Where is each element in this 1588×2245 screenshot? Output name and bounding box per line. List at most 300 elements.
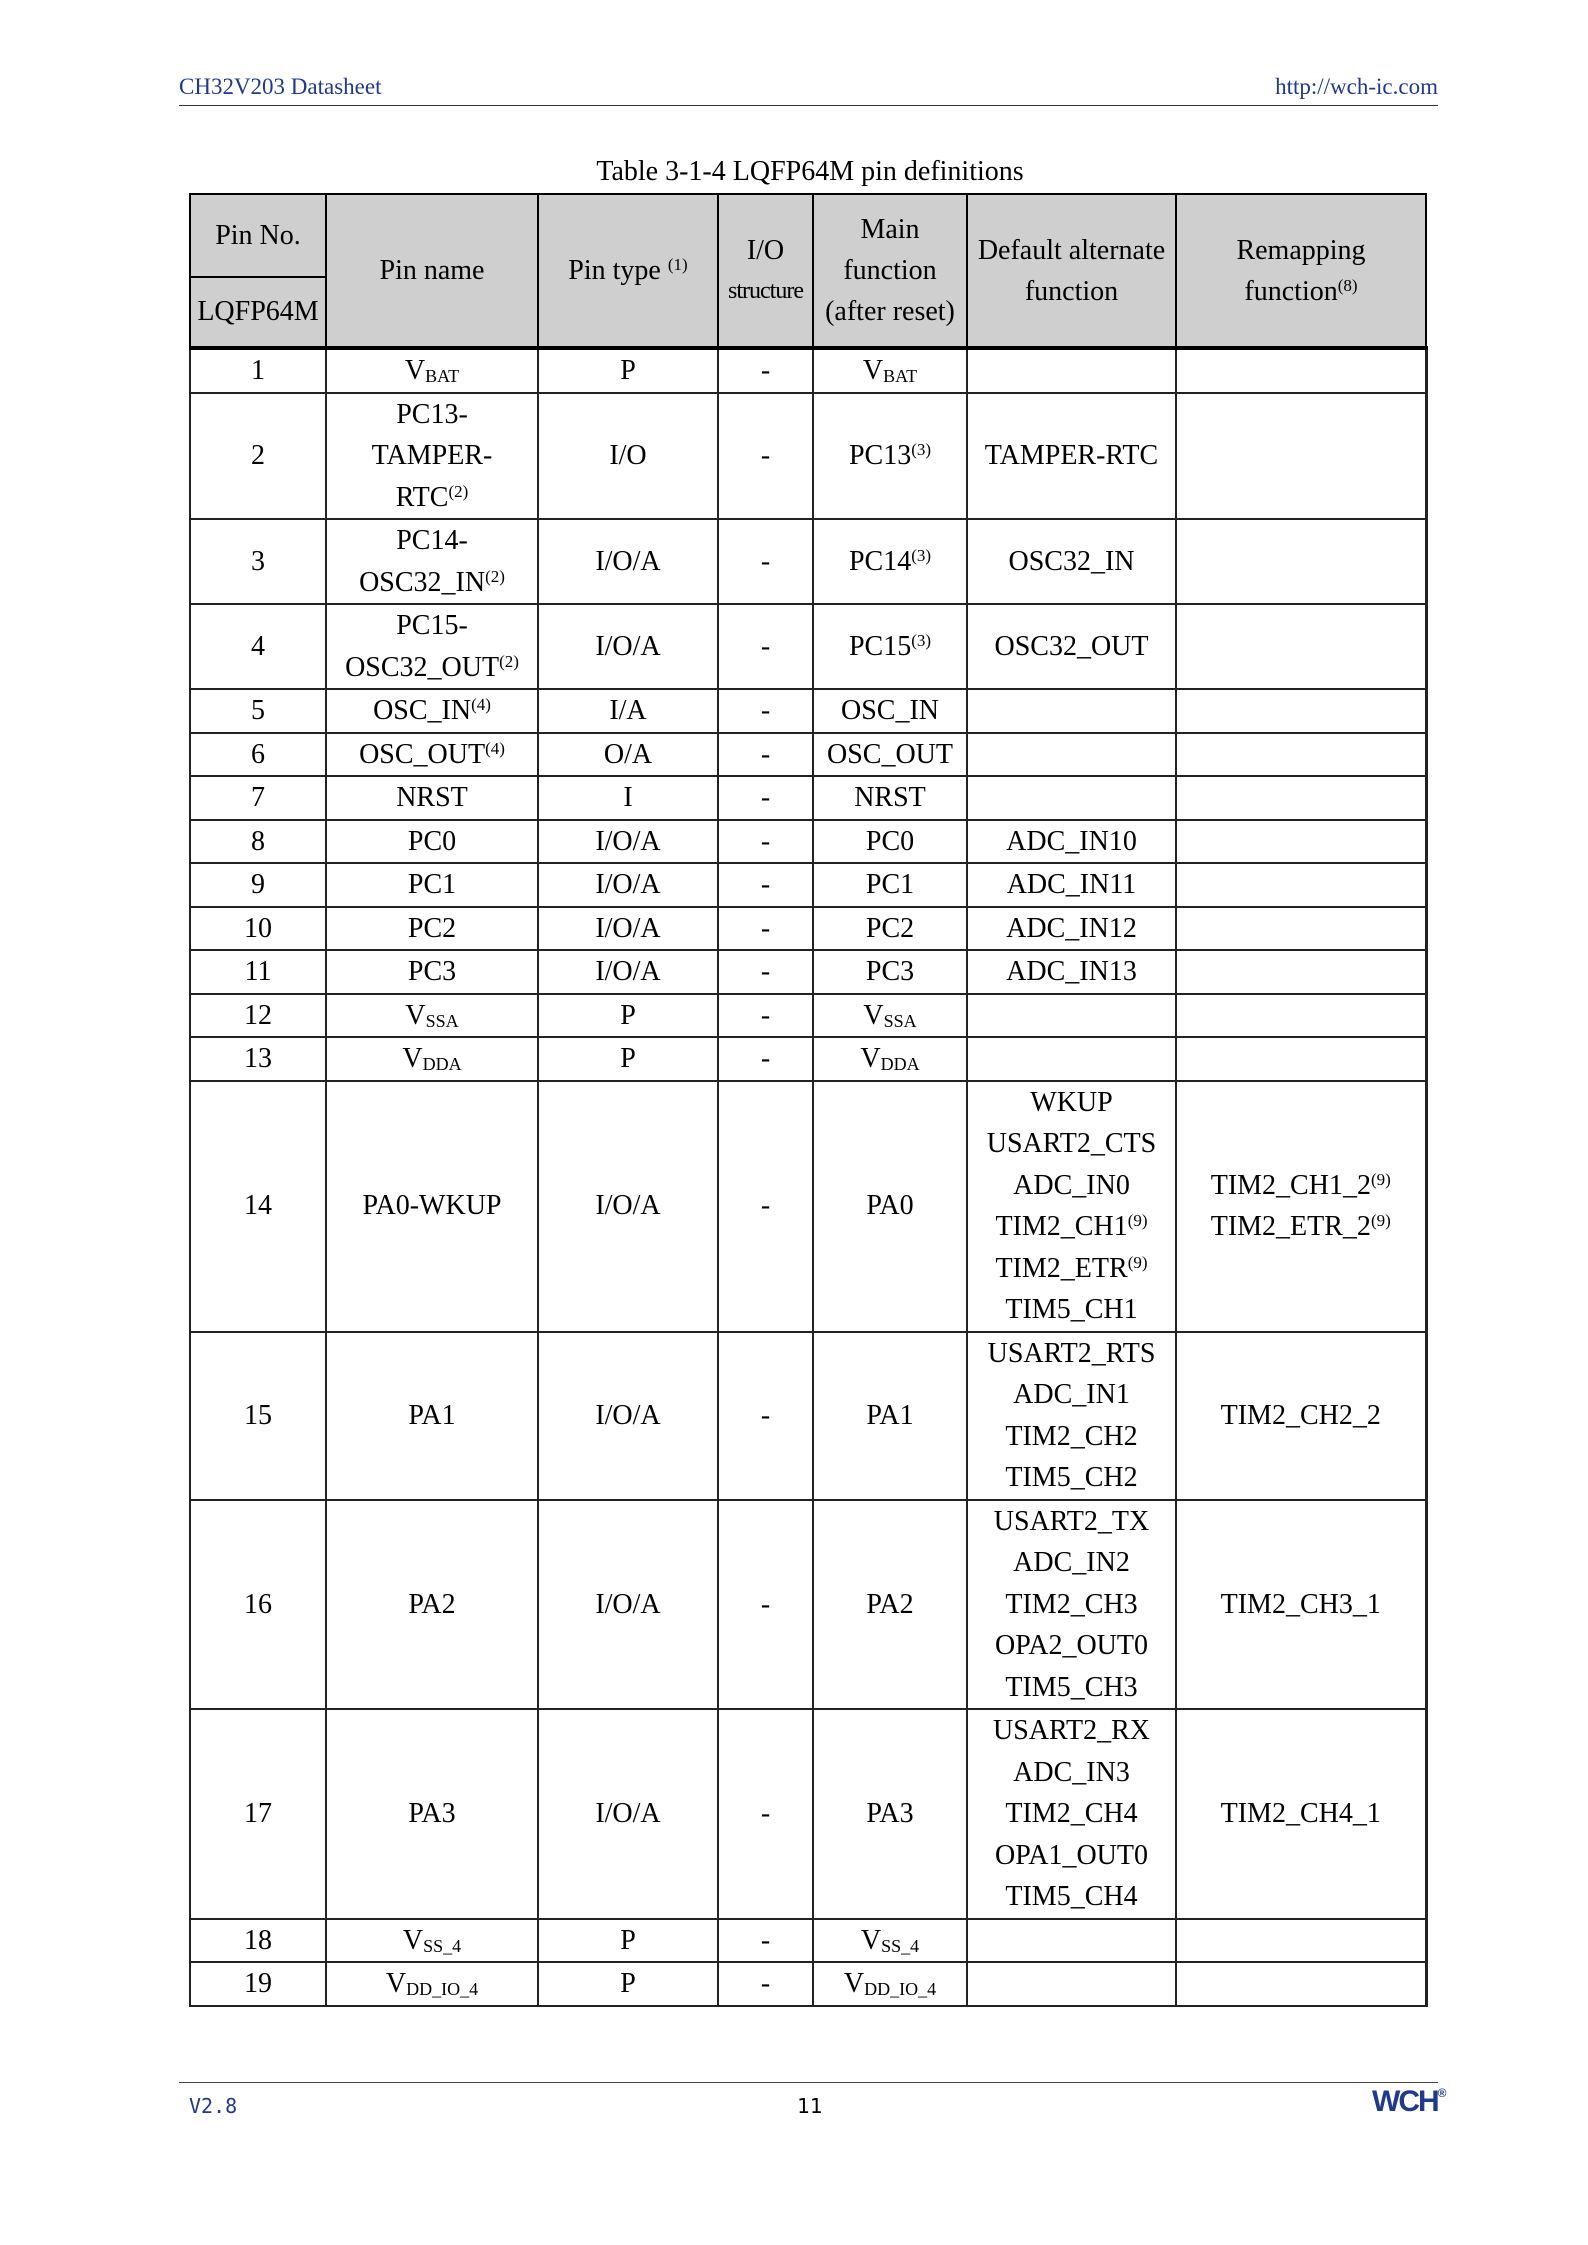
footer-version: V2.8 [189,2094,238,2118]
cell-line [1181,1793,1421,1835]
cell-text: PA0-WKUP [362,1190,502,1222]
pin-number-cell: 1 [190,348,326,393]
io-structure-cell: - [718,348,813,393]
pin-type-cell: I/O/A [538,907,718,951]
table-row [190,348,1426,393]
io-structure-cell: - [718,604,813,689]
cell-line [331,350,533,392]
cell-line [972,951,1171,993]
cell-line [972,1752,1171,1794]
remapping-cell [1176,863,1426,907]
column-header-pin-no: Pin No. [190,194,326,277]
pin-number-cell: 13 [190,1037,326,1081]
cell-text: V [402,1043,423,1074]
cell-text: TAMPER- [371,440,493,471]
cell-text: WKUP [1030,1086,1113,1118]
pin-name-cell [326,863,538,907]
cell-text: PC2 [865,912,915,944]
cell-line [818,1793,962,1835]
cell-text: PA2 [408,1588,456,1620]
cell-line [972,1584,1171,1626]
column-header-default-alternate: Default alternate function [967,194,1176,348]
pin-type-cell: I/O/A [538,820,718,864]
pin-number-cell: 3 [190,519,326,604]
column-header-main-function: Main function (after reset) [813,194,967,348]
cell-text: PC14- [396,525,468,556]
cell-text: ADC_IN13 [1006,956,1137,987]
remapping-cell [1176,604,1426,689]
cell-line [331,647,533,689]
cell-text: PC0 [865,825,915,857]
pin-name-cell [326,1709,538,1919]
cell-note: (3) [911,440,932,459]
pin-type-cell: P [538,348,718,393]
cell-line [818,1185,962,1227]
column-header-pin-type [538,194,718,348]
table-row [190,604,1426,689]
cell-line [331,690,533,732]
cell-text: TIM2_ETR_2 [1210,1211,1371,1242]
cell-text: TIM2_CH1 [995,1211,1128,1242]
cell-line [1181,1584,1421,1626]
cell-text: OSC_OUT [826,738,953,770]
pin-number-cell: 19 [190,1962,326,2006]
cell-line [972,1625,1171,1667]
cell-subscript: SSA [425,1010,459,1031]
alternate-function-cell [967,907,1176,951]
cell-line [818,1584,962,1626]
cell-text: ADC_IN12 [1006,912,1137,944]
table-row [190,820,1426,864]
main-function-cell [813,604,967,689]
cell-text: V [843,1968,865,1999]
pin-type-cell: I/O/A [538,519,718,604]
cell-text: V [405,999,426,1031]
pin-name-cell [326,689,538,733]
main-function-cell [813,950,967,994]
cell-line [331,1038,533,1080]
cell-line [331,477,533,519]
pin-type-cell: I/O/A [538,1081,718,1332]
pin-type-cell: I/O/A [538,1500,718,1710]
cell-line [818,626,962,668]
cell-line [331,562,533,604]
cell-line [1181,1165,1421,1207]
remapping-cell [1176,776,1426,820]
io-structure-cell: - [718,1332,813,1500]
cell-line [331,821,533,863]
cell-subscript: DDA [422,1054,462,1074]
cell-text: TAMPER-RTC [984,440,1159,471]
main-function-cell [813,994,967,1038]
cell-line [972,1289,1171,1331]
cell-line [331,1920,533,1962]
pin-name-cell [326,1332,538,1500]
cell-text: ADC_IN2 [1013,1547,1130,1578]
cell-text: RTC [395,481,449,513]
pin-number-cell: 18 [190,1919,326,1963]
pin-type-cell: I/O/A [538,863,718,907]
table-row [190,1919,1426,1963]
cell-line [972,821,1171,863]
pin-rows [190,348,1426,2006]
alternate-function-cell [967,1919,1176,1963]
table-row [190,994,1426,1038]
pin-name-cell [326,733,538,777]
remapping-cell [1176,689,1426,733]
cell-subscript: DDA [880,1054,920,1074]
main-function-cell [813,1919,967,1963]
alternate-function-cell [967,776,1176,820]
io-structure-cell: - [718,776,813,820]
cell-text: OPA1_OUT0 [995,1839,1148,1871]
cell-line [818,864,962,906]
cell-text: PC14 [848,545,912,577]
cell-note: (4) [485,738,505,758]
io-structure-cell: - [718,863,813,907]
remapping-cell [1176,519,1426,604]
cell-line [972,1835,1171,1877]
cell-line [818,1038,962,1080]
remapping-cell [1176,1037,1426,1081]
header-divider [179,105,1438,106]
pin-name-cell [326,1962,538,2006]
remapping-cell [1176,393,1426,520]
cell-text: PC13 [848,440,912,471]
cell-text: OSC32_IN [1008,545,1135,577]
remapping-cell [1176,733,1426,777]
io-structure-cell: - [718,1037,813,1081]
pin-name-cell [326,393,538,520]
alternate-function-cell [967,863,1176,907]
main-function-cell [813,776,967,820]
cell-text: PC1 [865,869,915,900]
cell-line [331,1963,533,2005]
cell-text: TIM5_CH4 [1005,1881,1138,1912]
cell-text: PC1 [407,869,457,900]
table-row [190,519,1426,604]
io-structure-cell: - [718,994,813,1038]
cell-subscript: BAT [883,366,918,386]
cell-text: V [863,999,884,1031]
pin-type-cell: I/A [538,689,718,733]
cell-line [972,1710,1171,1752]
cell-line [972,1206,1171,1248]
main-function-cell [813,907,967,951]
cell-line [972,626,1171,668]
table-row [190,1081,1426,1332]
cell-note: (3) [911,630,932,650]
table-row [190,1962,1426,2006]
cell-subscript: DD_IO_4 [864,1979,937,1999]
cell-text: PA1 [866,1399,914,1431]
cell-line [972,1416,1171,1458]
cell-text: V [860,1043,881,1074]
main-function-cell [813,1709,967,1919]
cell-text: V [404,355,426,386]
cell-text: V [385,1968,407,1999]
cell-line [331,864,533,906]
cell-note: (2) [485,566,505,586]
pin-definitions-table [189,193,1428,2007]
cell-text: PC0 [407,825,457,857]
cell-line [331,1395,533,1437]
cell-line [972,1165,1171,1207]
io-structure-label-2: structure [728,277,803,304]
cell-line [972,1123,1171,1165]
cell-line [972,1667,1171,1709]
pin-name-cell [326,348,538,393]
cell-line [972,435,1171,477]
alternate-function-cell [967,950,1176,994]
cell-line [972,1333,1171,1375]
pin-number-cell: 16 [190,1500,326,1710]
cell-text: PC13- [396,398,468,430]
cell-line [972,864,1171,906]
cell-line [331,1584,533,1626]
alternate-function-cell [967,689,1176,733]
io-structure-cell: - [718,733,813,777]
cell-text: ADC_IN3 [1013,1756,1130,1788]
cell-text: TIM2_CH4 [1005,1798,1138,1829]
pin-type-cell: I/O/A [538,604,718,689]
pin-name-cell [326,519,538,604]
io-structure-cell: - [718,1962,813,2006]
cell-line [972,1793,1171,1835]
alternate-function-cell [967,1500,1176,1710]
io-structure-cell: - [718,820,813,864]
table-caption: Table 3-1-4 LQFP64M pin definitions [596,156,1024,187]
main-function-cell [813,1500,967,1710]
column-header-pin-name: Pin name [326,194,538,348]
main-function-cell [813,820,967,864]
cell-text: ADC_IN11 [1006,869,1137,900]
remapping-cell [1176,1709,1426,1919]
io-structure-cell: - [718,393,813,520]
cell-text: PA3 [408,1798,456,1829]
cell-text: ADC_IN0 [1013,1169,1130,1201]
table-row [190,863,1426,907]
table-row [190,1709,1426,1919]
pin-name-cell [326,1081,538,1332]
header-url[interactable]: http://wch-ic.com [1275,74,1438,99]
cell-text: PA1 [408,1399,456,1431]
column-header-package: LQFP64M [190,277,326,348]
table-row [190,393,1426,520]
cell-subscript: SSA [883,1010,917,1031]
main-function-cell [813,519,967,604]
cell-line [331,435,533,477]
pin-name-cell [326,950,538,994]
footer-divider [179,2082,1438,2083]
alternate-function-cell [967,393,1176,520]
pin-name-cell [326,604,538,689]
pin-type-note: (1) [667,254,688,274]
table-row [190,1500,1426,1710]
alternate-function-cell [967,1332,1176,1500]
cell-subscript: BAT [425,366,460,386]
pin-name-cell [326,1037,538,1081]
cell-line [818,350,962,392]
alternate-function-cell [967,604,1176,689]
cell-line [818,435,962,477]
table-row [190,907,1426,951]
alternate-function-cell [967,348,1176,393]
pin-type-cell: P [538,1962,718,2006]
main-function-cell [813,393,967,520]
column-header-io-structure [718,194,813,348]
cell-text: PC3 [865,956,915,987]
remapping-cell [1176,1962,1426,2006]
cell-note: (9) [1127,1252,1148,1272]
alternate-function-cell [967,1081,1176,1332]
cell-line [818,541,962,583]
pin-type-cell: P [538,1919,718,1963]
pin-type-cell: I/O [538,393,718,520]
main-function-cell [813,348,967,393]
remapping-cell [1176,1081,1426,1332]
cell-line [972,1542,1171,1584]
cell-line [818,951,962,993]
cell-line [331,951,533,993]
main-function-cell [813,1962,967,2006]
pin-number-cell: 9 [190,863,326,907]
cell-note: (2) [499,651,519,671]
io-structure-cell: - [718,1709,813,1919]
cell-line [331,605,533,647]
cell-subscript: SS_4 [881,1935,920,1956]
pin-name-cell [326,994,538,1038]
io-structure-label: I/O [746,234,785,266]
io-structure-cell: - [718,1919,813,1963]
cell-text: TIM2_CH4_1 [1220,1798,1381,1829]
pin-number-cell: 11 [190,950,326,994]
cell-line [818,777,962,819]
cell-note: (4) [471,695,491,714]
cell-line [331,908,533,950]
pin-type-cell: P [538,994,718,1038]
cell-line [972,1374,1171,1416]
cell-text: TIM5_CH1 [1005,1294,1138,1325]
cell-text: TIM2_CH1_2 [1210,1169,1371,1201]
wch-logo: WCH® [1372,2085,1445,2118]
pin-number-cell: 4 [190,604,326,689]
cell-text: PA2 [866,1588,914,1620]
cell-subscript: DD_IO_4 [406,1979,479,1999]
cell-text: OSC_IN [840,695,939,726]
cell-text: TIM2_CH3_1 [1220,1588,1381,1620]
cell-line [972,541,1171,583]
cell-line [972,1082,1171,1124]
table-row [190,1332,1426,1500]
pin-type-cell: I [538,776,718,820]
cell-text: USART2_CTS [986,1128,1157,1159]
cell-text: NRST [854,782,926,813]
pin-number-cell: 6 [190,733,326,777]
pin-type-cell: I/O/A [538,1709,718,1919]
cell-text: USART2_RTS [987,1337,1156,1369]
cell-text: V [862,355,884,386]
cell-line [972,1457,1171,1499]
main-function-cell [813,1081,967,1332]
cell-text: PC15 [848,630,912,662]
cell-text: OSC32_OUT [345,651,500,683]
pin-type-cell: I/O/A [538,1332,718,1500]
io-structure-cell: - [718,1500,813,1710]
remapping-cell [1176,950,1426,994]
main-function-cell [813,1037,967,1081]
remapping-cell [1176,1332,1426,1500]
cell-line [1181,1395,1421,1437]
remapping-cell [1176,994,1426,1038]
cell-line [331,394,533,436]
cell-note: (3) [911,545,932,565]
cell-line [818,995,962,1037]
cell-text: V [860,1924,882,1956]
pin-number-cell: 14 [190,1081,326,1332]
cell-line [331,777,533,819]
remapping-cell [1176,1919,1426,1963]
cell-line [818,908,962,950]
cell-text: PA0 [866,1190,914,1222]
alternate-function-cell [967,519,1176,604]
column-header-remapping [1176,194,1426,348]
remapping-cell [1176,820,1426,864]
cell-text: TIM2_CH2 [1005,1420,1138,1452]
pin-number-cell: 5 [190,689,326,733]
cell-line [818,734,962,776]
pin-type-cell: I/O/A [538,950,718,994]
remapping-label: Remapping function [1236,234,1366,307]
cell-text: PA3 [866,1798,914,1829]
pin-number-cell: 10 [190,907,326,951]
cell-note: (2) [448,481,469,501]
cell-text: OSC_OUT [359,738,486,770]
remapping-cell [1176,1500,1426,1710]
cell-line [972,1501,1171,1543]
cell-line [331,995,533,1037]
pin-number-cell: 2 [190,393,326,520]
cell-subscript: SS_4 [423,1935,462,1956]
pin-number-cell: 17 [190,1709,326,1919]
cell-text: TIM2_CH2_2 [1220,1399,1381,1431]
wch-logo-text: WCH [1372,2085,1438,2118]
table-row [190,689,1426,733]
cell-note: (9) [1127,1211,1148,1230]
cell-line [972,908,1171,950]
alternate-function-cell [967,994,1176,1038]
cell-note: (9) [1370,1211,1391,1230]
cell-text: OSC32_OUT [994,630,1149,662]
cell-line [818,1963,962,2005]
table-row [190,1037,1426,1081]
alternate-function-cell [967,1037,1176,1081]
main-function-cell [813,689,967,733]
io-structure-cell: - [718,950,813,994]
alternate-function-cell [967,733,1176,777]
remapping-cell [1176,348,1426,393]
cell-line [818,1920,962,1962]
io-structure-cell: - [718,907,813,951]
pin-name-cell [326,776,538,820]
alternate-function-cell [967,820,1176,864]
cell-text: ADC_IN10 [1006,825,1137,857]
cell-line [818,1395,962,1437]
pin-name-cell [326,1500,538,1710]
cell-text: OPA2_OUT0 [995,1630,1148,1661]
cell-line [331,1793,533,1835]
main-function-cell [813,733,967,777]
